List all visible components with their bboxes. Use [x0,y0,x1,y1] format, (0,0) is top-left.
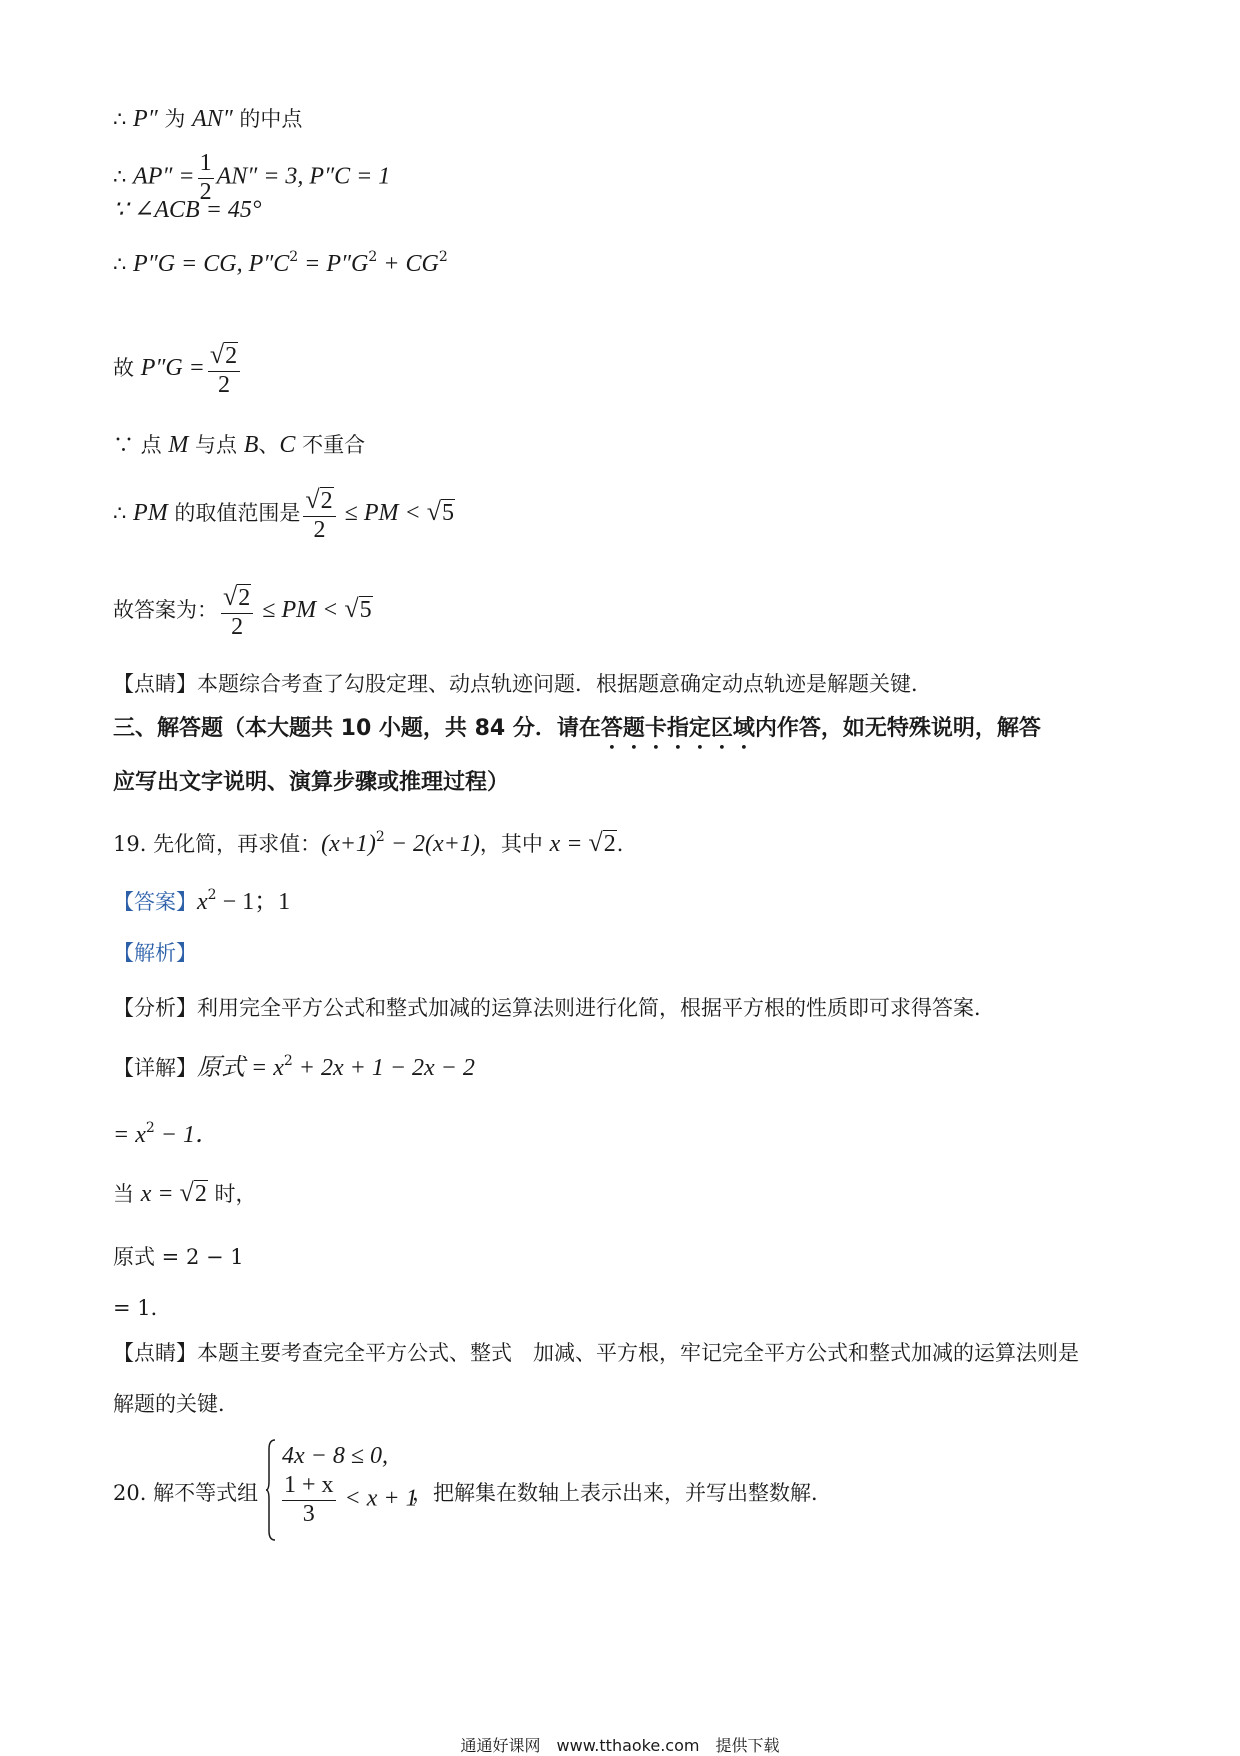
exponent: 2 [368,249,378,265]
radicand: 2 [320,488,333,514]
math-var: M [168,432,189,458]
numerator: 1 + x [282,1472,336,1501]
denominator: 2 [199,178,212,205]
dianjing-line-2: 解题的关键． [113,1392,239,1416]
tag-dianjing: 【点睛】 [113,672,197,696]
denominator: 3 [302,1500,315,1527]
answer-line [113,888,290,914]
text: 时， [207,1182,257,1206]
line-9 [113,674,932,695]
line-4 [113,250,448,276]
text: ∵ 点 [113,433,169,457]
sqrt: √2 [209,340,238,369]
text: 的中点 [232,107,303,131]
math-var: AN″ [192,106,233,132]
step-2 [113,1121,219,1147]
text: 内作答，如无特殊说明，解答 [754,716,1041,741]
inequality-1: 4x − 8 ≤ 0, [282,1443,389,1469]
text: 故 [113,356,141,381]
math-expr: x = [140,1181,180,1207]
math-var: P″ [133,106,158,132]
radicand: 2 [238,585,251,611]
math-expr: P″G = [140,355,205,382]
math-var: PM [133,500,168,527]
radicand: 5 [359,597,372,624]
text: 当 [113,1182,141,1206]
math-expr: = x [113,1122,146,1148]
radicand: 5 [441,500,454,527]
footer: 通通好课网 www.tthaoke.com 提供下载 [460,1736,780,1755]
math-expr: x = [549,831,589,857]
text: 故答案为： [113,598,218,623]
math-var: B [243,432,259,458]
text: ． [616,832,638,856]
denominator: 2 [218,371,231,398]
sqrt: √5 [344,594,372,624]
text: 利用完全平方公式和整式加减的运算法则进行化简，根据平方根的性质即可求得答案． [197,996,995,1020]
denominator: 2 [313,516,326,543]
fraction [282,1472,336,1528]
left-brace [266,1439,276,1541]
dianjing-line [113,1343,1079,1364]
math-var: x [197,889,208,915]
radicand: 2 [194,1181,207,1207]
text: 、 [258,433,280,457]
math-expr: + 2x + 1 − 2x − 2 [292,1055,475,1081]
math-expr: 原式 = x [197,1055,284,1081]
step-5: = 1． [113,1296,172,1320]
math-expr: ≤ PM < [338,500,427,527]
sqrt: √2 [305,485,333,514]
math-expr: = P″G [298,251,369,277]
question-20-text: ，把解集在数轴上表示出来，并写出整数解． [412,1481,832,1505]
therefore-symbol: ∴ [113,107,134,131]
math-expr: ≤ PM < [256,597,345,624]
math-var: C [279,432,296,458]
math-expr: AN″ = 3, P″C = 1 [216,163,391,190]
math-expr: − 2(x+1) [384,831,480,857]
line-7 [113,485,455,544]
tag-dianjing: 【点睛】 [113,1341,197,1365]
line-6 [113,433,365,457]
text: 的取值范围是 [167,501,301,526]
sqrt: √2 [179,1178,207,1207]
numerator [303,485,335,517]
exponent: 2 [283,1053,293,1069]
detail-line [113,1054,475,1080]
math-expr: < x + 1 [338,1485,418,1512]
numerator [208,340,240,372]
radicand: 2 [603,831,616,857]
math-expr: AP″ = [133,163,195,190]
tag-analysis: 【解析】 [113,941,197,965]
text: 与点 [188,433,244,457]
text: 19. 先化简，再求值： [113,832,322,856]
tag-answer: 【答案】 [113,890,197,914]
step-4: 原式 = 2 − 1 [113,1245,244,1269]
text: 三、解答题（本大题共 10 小题，共 84 分．请在 [113,716,601,741]
math-expr: − 1；1 [216,889,291,915]
step-3 [113,1180,257,1206]
text-emphasis: 答题卡指定区域 [600,716,755,741]
exponent: 2 [145,1120,155,1136]
math-expr: P″G = CG, P″C [133,251,290,277]
fraction [208,340,240,399]
text: 不重合 [295,433,366,457]
math-expr: + CG [377,251,439,277]
sqrt: √2 [588,828,616,857]
exponent: 2 [207,887,217,903]
math-expr: − 1． [154,1122,219,1148]
tag-xiangjie: 【详解】 [113,1056,197,1080]
section-heading-2: 应写出文字说明、演算步骤或推理过程） [113,770,510,795]
therefore-symbol: ∴ [113,501,134,526]
tag-fenxi: 【分析】 [113,996,197,1020]
text: 本题主要考查完全平方公式、整式 加减、平方根，牢记完全平方公式和整式加减的运算法则是 [197,1341,1079,1365]
numerator [221,582,253,614]
fraction [221,582,253,641]
section-heading [113,716,1041,754]
question-19 [113,830,638,856]
inequality-2 [282,1472,418,1528]
math-expr: (x+1) [321,831,376,857]
line-3: ∵ ∠ACB = 45° [113,197,262,223]
therefore-symbol: ∴ [113,252,134,276]
analysis-line [113,998,995,1019]
therefore-symbol: ∴ [113,164,134,189]
denominator: 2 [231,613,244,640]
exponent: 2 [375,829,385,845]
sqrt: √5 [426,497,454,527]
line-8 [113,582,373,641]
text: 本题综合考查了勾股定理、动点轨迹问题．根据题意确定动点轨迹是解题关键． [197,672,932,696]
text: 为 [157,107,193,131]
question-20-label: 20. 解不等式组 [113,1481,259,1505]
radicand: 2 [225,343,238,369]
exponent: 2 [289,249,299,265]
exponent: 2 [438,249,448,265]
numerator: 1 [198,150,214,179]
line-1 [113,107,302,131]
sqrt: √2 [223,582,251,611]
text: ，其中 [479,832,550,856]
fraction [303,485,335,544]
line-5 [113,340,243,399]
